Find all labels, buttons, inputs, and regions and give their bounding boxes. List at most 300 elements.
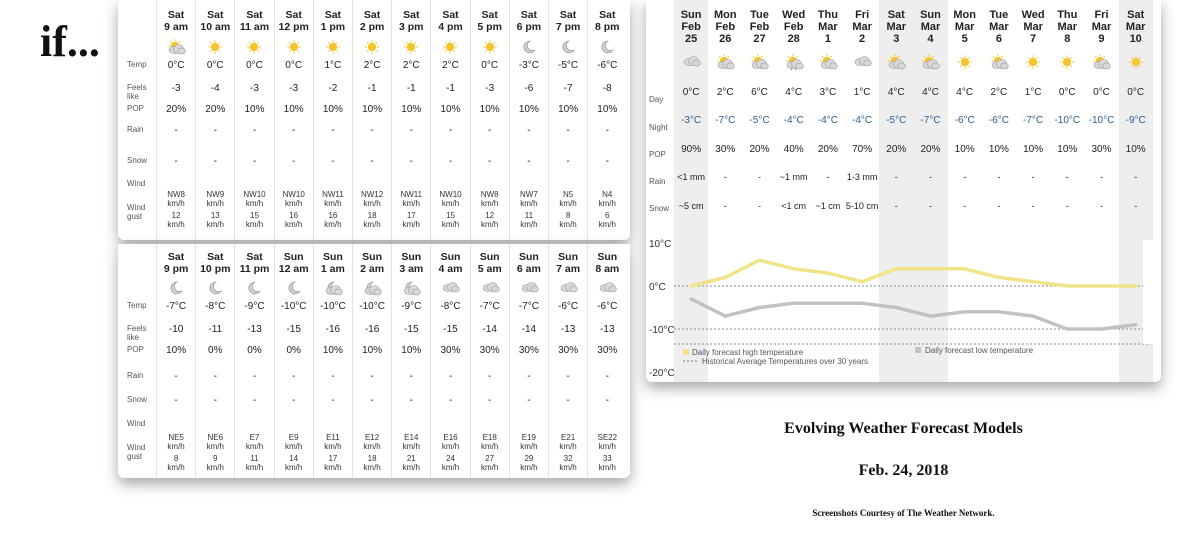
day-dow: Thu: [817, 9, 838, 21]
hour-column: [470, 244, 509, 478]
hour-rain: -: [448, 371, 453, 382]
hour-temp: -8°C: [440, 301, 461, 312]
hour-rain: -: [213, 125, 217, 136]
wind-unit: km/h: [324, 199, 342, 208]
hour-temp: -7°C: [166, 301, 187, 312]
day-pop: 10%: [1023, 144, 1044, 155]
hour-snow: -: [409, 156, 413, 167]
day-day: 1°C: [853, 87, 871, 98]
wind-value: NE5: [168, 433, 184, 442]
sun-icon: [362, 39, 382, 55]
sun-icon: [244, 39, 264, 55]
hour-header: [471, 251, 509, 275]
high-temp-point: [792, 267, 795, 270]
low-temp-point: [724, 315, 727, 318]
hour-feels: -11: [208, 324, 223, 335]
hour-column: [548, 244, 587, 478]
hour-rain: -: [370, 371, 374, 382]
gust-value: 17: [328, 454, 338, 463]
day-dow: Tue: [989, 9, 1009, 21]
wind-unit: km/h: [402, 199, 420, 208]
wind-value: E14: [404, 433, 419, 442]
wind-unit: km/h: [285, 442, 303, 451]
hour-feels: -3: [171, 83, 181, 94]
row-label-snow: Snow: [127, 156, 148, 165]
hour-wind: [275, 190, 313, 208]
hour-snow: -: [566, 395, 570, 406]
low-temperature-line: [691, 299, 1136, 329]
hour-rain: -: [292, 125, 296, 136]
hour-snow: -: [292, 156, 296, 167]
hour-snow: -: [488, 395, 492, 406]
gust-value: 8: [173, 454, 179, 463]
hour-gust: [314, 211, 352, 229]
wind-value: N5: [562, 190, 574, 199]
hour-day: Sat: [481, 9, 498, 21]
day-mon: Mar: [954, 21, 975, 33]
gust-unit: km/h: [363, 220, 381, 229]
moon-cloud-icon: [401, 280, 421, 296]
hour-day: Sat: [207, 9, 224, 21]
sun-icon: [480, 39, 500, 55]
hour-snow: -: [174, 395, 178, 406]
day-date: 25: [684, 33, 698, 45]
hour-rain: -: [566, 371, 570, 382]
gust-value: 8: [565, 211, 571, 220]
wind-value: NW11: [322, 190, 344, 199]
hour-temp: -8°C: [205, 301, 226, 312]
wind-unit: km/h: [324, 442, 342, 451]
hour-pop: 30%: [558, 345, 579, 356]
wind-value: NW9: [206, 190, 225, 199]
gust-unit: km/h: [402, 220, 420, 229]
gust-value: 6: [605, 211, 610, 220]
caption-credit: Screenshots Courtesy of The Weather Network.: [812, 508, 995, 518]
row-label-feels2: like: [127, 92, 140, 101]
hour-gust: [353, 211, 391, 229]
gust-value: 32: [563, 454, 573, 463]
hour-header: [353, 251, 391, 275]
hour-wind: [431, 433, 469, 451]
day-mon: Feb: [749, 21, 770, 33]
high-temp-point: [1134, 284, 1137, 287]
hour-header: [314, 251, 352, 275]
wind-value: E21: [560, 433, 576, 442]
wind-unit: km/h: [245, 199, 264, 208]
wind-value: E12: [364, 433, 380, 442]
sun-cloud-icon: [166, 39, 186, 55]
gust-value: 18: [367, 211, 377, 220]
hour-pop: 0%: [247, 345, 262, 356]
hour-day: Sun: [401, 251, 422, 263]
hour-temp: 0°C: [481, 60, 499, 71]
gust-unit: km/h: [324, 463, 342, 472]
high-temp-point: [929, 267, 932, 270]
day-night: -7°C: [715, 115, 736, 126]
hour-header: [314, 9, 352, 33]
day-mon: Mar: [989, 21, 1009, 33]
hour-time: 6 am: [516, 263, 541, 275]
high-temp-point: [997, 276, 1000, 279]
hour-feels: -1: [446, 83, 455, 94]
gust-value: 14: [289, 454, 299, 463]
cloud-icon: [597, 280, 617, 296]
wind-value: NW10: [243, 190, 266, 199]
hour-temp: -9°C: [244, 301, 265, 312]
hour-temp: -10°C: [320, 301, 346, 312]
day-day: 2°C: [716, 87, 734, 98]
gust-unit: km/h: [520, 463, 538, 472]
hour-temp: -10°C: [359, 301, 385, 312]
row-label-gust2: gust: [127, 452, 143, 461]
row-label-gust1: Wind: [127, 443, 146, 452]
hour-day: Sat: [403, 9, 420, 21]
wind-value: N4: [602, 190, 613, 199]
gust-value: 17: [406, 211, 416, 220]
day-mon: Feb: [715, 21, 736, 33]
day-day: 1°C: [1024, 87, 1042, 98]
hour-snow: -: [605, 395, 609, 406]
hour-pop: 30%: [479, 345, 500, 356]
y-tick-label: -20°C: [649, 368, 675, 379]
hour-day: Sat: [520, 9, 538, 21]
hour-day: Sat: [167, 9, 185, 21]
hour-wind: [510, 190, 548, 208]
hour-column: [195, 0, 234, 240]
day-snow: ~5 cm: [678, 201, 704, 211]
hour-gust: [471, 211, 509, 229]
wind-unit: km/h: [559, 199, 577, 208]
day-mon: Mar: [852, 21, 872, 33]
hour-gust: [157, 454, 195, 472]
hour-rain: -: [331, 125, 335, 136]
high-temp-point: [826, 272, 829, 275]
hour-rain: -: [527, 125, 531, 136]
day-pop: 40%: [783, 144, 804, 155]
day-snow: -: [894, 201, 898, 211]
hour-pop: 30%: [440, 345, 461, 356]
hour-feels: -15: [404, 324, 419, 335]
hour-wind: [353, 433, 391, 451]
low-temp-point: [895, 306, 898, 309]
hour-pop: 10%: [440, 104, 461, 115]
day-date: 7: [1030, 33, 1037, 45]
day-night: -9°C: [1125, 115, 1146, 126]
high-temperature-line: [691, 260, 1136, 286]
night-row-label: Night: [649, 123, 668, 132]
hour-wind: [196, 433, 234, 451]
wind-value: NW12: [360, 190, 384, 199]
day-dow: Sat: [887, 9, 905, 21]
wind-value: E19: [521, 433, 536, 442]
wind-unit: km/h: [481, 199, 499, 208]
hour-day: Sat: [167, 251, 185, 263]
gust-unit: km/h: [520, 220, 538, 229]
hour-snow: -: [527, 156, 531, 167]
hour-time: 10 pm: [200, 263, 231, 275]
hour-feels: -1: [367, 83, 377, 94]
hour-pop: 10%: [362, 345, 383, 356]
hour-temp: -7°C: [479, 301, 500, 312]
hour-header: [235, 9, 273, 33]
hour-feels: -6: [524, 83, 534, 94]
day-mon: Mar: [886, 21, 907, 33]
moon-icon: [244, 280, 264, 296]
day-date: 28: [787, 33, 800, 45]
hour-header: [196, 251, 234, 275]
hour-pop: 10%: [558, 104, 579, 115]
hour-wind: [471, 190, 509, 208]
hour-pop: 10%: [518, 104, 539, 115]
gust-unit: km/h: [206, 220, 224, 229]
hour-feels: -4: [210, 83, 220, 94]
wind-unit: km/h: [441, 199, 460, 208]
day-snow: 5-10 cm: [845, 201, 879, 211]
day-dow: Wed: [782, 9, 806, 21]
gust-value: 15: [250, 211, 259, 220]
gust-unit: km/h: [206, 463, 224, 472]
day-date: 5: [961, 33, 968, 45]
day-night: -6°C: [988, 115, 1009, 126]
gust-value: 16: [289, 211, 299, 220]
day-dow: Tue: [750, 9, 769, 21]
day-snow: -: [723, 201, 727, 211]
hour-wind: [588, 433, 626, 451]
day-pop: 20%: [749, 144, 770, 155]
gust-value: 24: [446, 454, 455, 463]
hour-header: [157, 251, 195, 275]
day-rain: ~1 mm: [779, 172, 808, 182]
wind-unit: km/h: [481, 442, 499, 451]
hour-feels: -14: [521, 324, 537, 335]
sun-icon: [440, 39, 460, 55]
hour-pop: 30%: [518, 345, 539, 356]
hour-column: [587, 0, 626, 240]
day-mon: Mar: [920, 21, 941, 33]
hour-gust: [235, 454, 273, 472]
hour-snow: -: [448, 395, 453, 406]
hour-header: [235, 251, 273, 275]
day-snow: -: [928, 201, 932, 211]
day-dow: Sun: [680, 9, 702, 21]
hour-pop: 10%: [166, 345, 187, 356]
moon-icon: [166, 280, 186, 296]
hour-feels: -13: [600, 324, 615, 335]
wind-unit: km/h: [520, 442, 538, 451]
hour-pop: 0%: [208, 345, 223, 356]
hour-pop: 10%: [283, 104, 304, 115]
gust-value: 12: [171, 211, 181, 220]
gust-value: 15: [446, 211, 455, 220]
wind-unit: km/h: [167, 442, 185, 451]
hour-gust: [510, 211, 548, 229]
hour-rain: -: [605, 371, 609, 382]
day-rain: -: [826, 172, 830, 182]
hour-temp: 2°C: [442, 60, 459, 71]
high-temp-point: [758, 259, 761, 262]
day-date: 1: [824, 33, 831, 45]
sun-icon: [401, 39, 421, 55]
day-day: 3°C: [819, 87, 837, 98]
hour-wind: [471, 433, 509, 451]
day-snow: -: [997, 201, 1001, 211]
hour-pop: 10%: [479, 104, 500, 115]
hour-rain: -: [213, 371, 217, 382]
row-label-rain: Rain: [127, 125, 144, 134]
wind-value: E9: [288, 433, 299, 442]
row-label-snow: Snow: [127, 395, 148, 404]
day-dow: Wed: [1021, 9, 1045, 21]
hour-gust: [392, 454, 430, 472]
hour-time: 7 pm: [555, 21, 581, 33]
wind-value: NW10: [282, 190, 305, 199]
hour-gust: [275, 454, 313, 472]
cloud-icon: [480, 280, 500, 296]
wind-unit: km/h: [559, 442, 577, 451]
hour-header: [392, 9, 430, 33]
hour-temp: -10°C: [280, 301, 307, 312]
wind-value: NE6: [207, 433, 224, 442]
row-label-gust1: Wind: [127, 203, 146, 212]
row-label-feels2: like: [127, 333, 140, 342]
gust-unit: km/h: [598, 220, 616, 229]
hour-time: 8 pm: [595, 21, 620, 33]
hour-gust: [431, 211, 469, 229]
hour-pop: 10%: [401, 104, 422, 115]
day-date: 10: [1129, 33, 1142, 45]
hour-snow: -: [213, 156, 217, 167]
hour-header: [275, 9, 313, 33]
gust-value: 29: [524, 454, 534, 463]
hour-rain: -: [488, 125, 492, 136]
day-day: 6°C: [751, 87, 768, 98]
gust-value: 9: [213, 454, 218, 463]
hour-feels: -15: [286, 324, 301, 335]
hour-time: 9 am: [164, 21, 189, 33]
hour-time: 2 pm: [359, 21, 385, 33]
hour-temp: 0°C: [246, 60, 263, 71]
low-temp-point: [929, 315, 932, 318]
hour-temp: -5°C: [558, 60, 579, 71]
hour-snow: -: [370, 156, 374, 167]
hour-wind: [235, 190, 273, 208]
moon-icon: [558, 39, 578, 55]
hour-column: [313, 0, 352, 240]
hour-wind: [588, 190, 626, 208]
high-temp-point: [690, 284, 693, 287]
hour-day: Sat: [442, 9, 459, 21]
hour-day: Sat: [363, 9, 381, 21]
day-pop: 20%: [920, 144, 941, 155]
hour-temp: -6°C: [597, 301, 618, 312]
hour-day: Sun: [362, 251, 383, 263]
hour-day: Sat: [599, 9, 616, 21]
hour-column: [274, 0, 313, 240]
hour-feels: -16: [325, 324, 341, 335]
gust-unit: km/h: [285, 220, 303, 229]
day-pop: 10%: [954, 144, 975, 155]
snow-row-label: Snow: [649, 204, 670, 213]
hour-column: [234, 0, 273, 240]
hour-header: [588, 9, 626, 33]
temperature-chart: [646, 0, 1161, 382]
hour-snow: -: [292, 395, 296, 406]
hour-rain: -: [566, 125, 570, 136]
gust-unit: km/h: [363, 463, 381, 472]
hour-gust: [588, 454, 626, 472]
day-mon: Mar: [818, 21, 838, 33]
hourly-forecast-panel-bottom: [118, 244, 630, 478]
row-label-temp: Temp: [127, 301, 147, 310]
hour-rain: -: [331, 371, 335, 382]
hour-wind: [549, 433, 587, 451]
hour-snow: -: [174, 156, 178, 167]
hour-gust: [549, 454, 587, 472]
moon-icon: [519, 39, 539, 55]
day-pop: 20%: [886, 144, 907, 155]
hour-feels: -2: [328, 83, 338, 94]
gust-unit: km/h: [441, 220, 460, 229]
row-label-temp: Temp: [127, 60, 147, 69]
row-label-pop: POP: [127, 104, 144, 113]
low-temp-point: [690, 297, 693, 300]
gust-value: 16: [328, 211, 338, 220]
hour-column: [548, 0, 587, 240]
day-night: -6°C: [954, 115, 975, 126]
wind-value: E11: [326, 433, 340, 442]
wind-unit: km/h: [167, 199, 185, 208]
legend-high-label: Daily forecast high temperature: [692, 348, 804, 357]
hour-temp: 2°C: [402, 60, 420, 71]
hour-gust: [275, 211, 313, 229]
day-day: 2°C: [990, 87, 1008, 98]
day-row-label: Day: [649, 95, 664, 104]
gust-unit: km/h: [481, 463, 499, 472]
gust-unit: km/h: [285, 463, 303, 472]
row-label-feels1: Feels: [127, 324, 147, 333]
hour-column: [234, 244, 273, 478]
hour-gust: [314, 454, 352, 472]
hour-day: Sat: [246, 9, 263, 21]
hour-gust: [588, 211, 626, 229]
hour-day: Sat: [246, 251, 263, 263]
gust-unit: km/h: [167, 220, 185, 229]
sun-icon: [205, 39, 225, 55]
wind-unit: km/h: [441, 442, 460, 451]
wind-value: E7: [249, 433, 260, 442]
hour-time: 4 pm: [438, 21, 463, 33]
hour-pop: 0%: [286, 345, 301, 356]
hour-time: 9 pm: [163, 263, 189, 275]
gust-unit: km/h: [559, 463, 577, 472]
hour-pop: 10%: [362, 104, 383, 115]
hourly-forecast-panel-top: [118, 0, 630, 240]
day-mon: Mar: [1023, 21, 1043, 33]
hour-temp: -3°C: [518, 60, 539, 71]
hour-day: Sat: [559, 9, 577, 21]
day-date: 2: [859, 33, 866, 45]
hour-rain: -: [605, 125, 609, 136]
gust-unit: km/h: [598, 463, 616, 472]
hour-rain: -: [174, 371, 178, 382]
day-date: 6: [995, 33, 1002, 45]
hour-time: 11 am: [239, 21, 270, 33]
day-dow: Fri: [855, 9, 870, 21]
gust-value: 12: [485, 211, 495, 220]
wind-unit: km/h: [598, 199, 616, 208]
day-pop: 90%: [681, 144, 702, 155]
hour-column: [352, 0, 391, 240]
